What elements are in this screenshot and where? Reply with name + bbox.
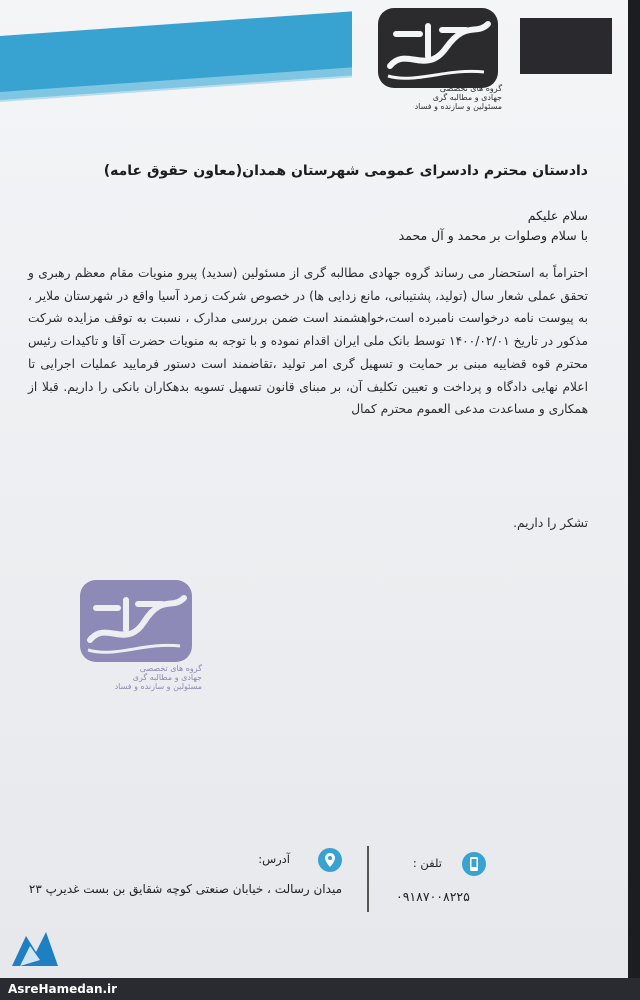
letter-greeting: [68, 206, 588, 246]
sadid-stamp-logo: [78, 578, 194, 670]
phone-label: تلفن :: [412, 856, 442, 870]
letter-closing: تشکر را داریم.: [513, 516, 588, 530]
header-black-block: [520, 18, 612, 74]
address-value: میدان رسالت ، خیابان صنعتی کوچه شقایق بن بست غدیرپ ۲۳: [28, 882, 342, 896]
address-label: آدرس:: [258, 852, 290, 866]
logo-subtitle: گروه های تخصصی جهادی و مطالبه گری مسئولین و سازنده و فساد: [414, 84, 502, 111]
salawat-line: با سلام وصلوات بر محمد و آل محمد: [398, 228, 588, 243]
letter-recipient: دادستان محترم دادسرای عمومی شهرستان همدان(معاون حقوق عامه): [103, 163, 588, 179]
watermark-site: AsreHamedan.ir: [8, 982, 118, 996]
letter-body: احتراماً به استحضار می رساند گروه جهادی مطالبه گری از مسئولین (سدید) پیرو منویات مقام معظم رهبری و تحقق عملی شعار سال (تولید، پشتیبانی، مانع زدایی ها) در خصوص شرکت زمرد آسیا واقع در شهرستان ملایر ، به پیوست نامه درخواست نامبرده است،خواهشمند است ضمن بررسی مدارک ، نسبت به توقف مزایده شرکت مذکور در تاریخ ۱۴۰۰/۰۲/۰۱ توسط بانک ملی ایران اقدام نموده و با توجه به منویات حضرت آقا و تاکیدات رئیس محترم قوه قضاییه مبنی بر حمایت و تسهیل گری امر تولید ،تقاضمند است دستور فرمایید عملیات اجرایی تا اعلام نهایی دادگاه و پرداخت و تعیین تکلیف آن، بر مبنای قانون تسهیل تسویه بدهکاران بانکی را داریم. قبلا از همکاری و مساعدت مدعی العموم محترم کمال: [28, 266, 588, 417]
footer-divider: [367, 846, 369, 912]
page-edge-shadow: [628, 0, 640, 978]
phone-value: ۰۹۱۸۷۰۰۸۲۲۵: [396, 889, 470, 904]
phone-icon: [462, 852, 486, 876]
location-pin-icon: [318, 848, 342, 872]
asre-hamedan-logo: [6, 926, 64, 976]
greeting-line: سلام علیکم: [527, 208, 588, 223]
stamp-subtitle: گروه های تخصصی جهادی و مطالبه گری مسئولین و سازنده و فساد: [114, 664, 202, 691]
sadid-logo: [376, 6, 500, 92]
